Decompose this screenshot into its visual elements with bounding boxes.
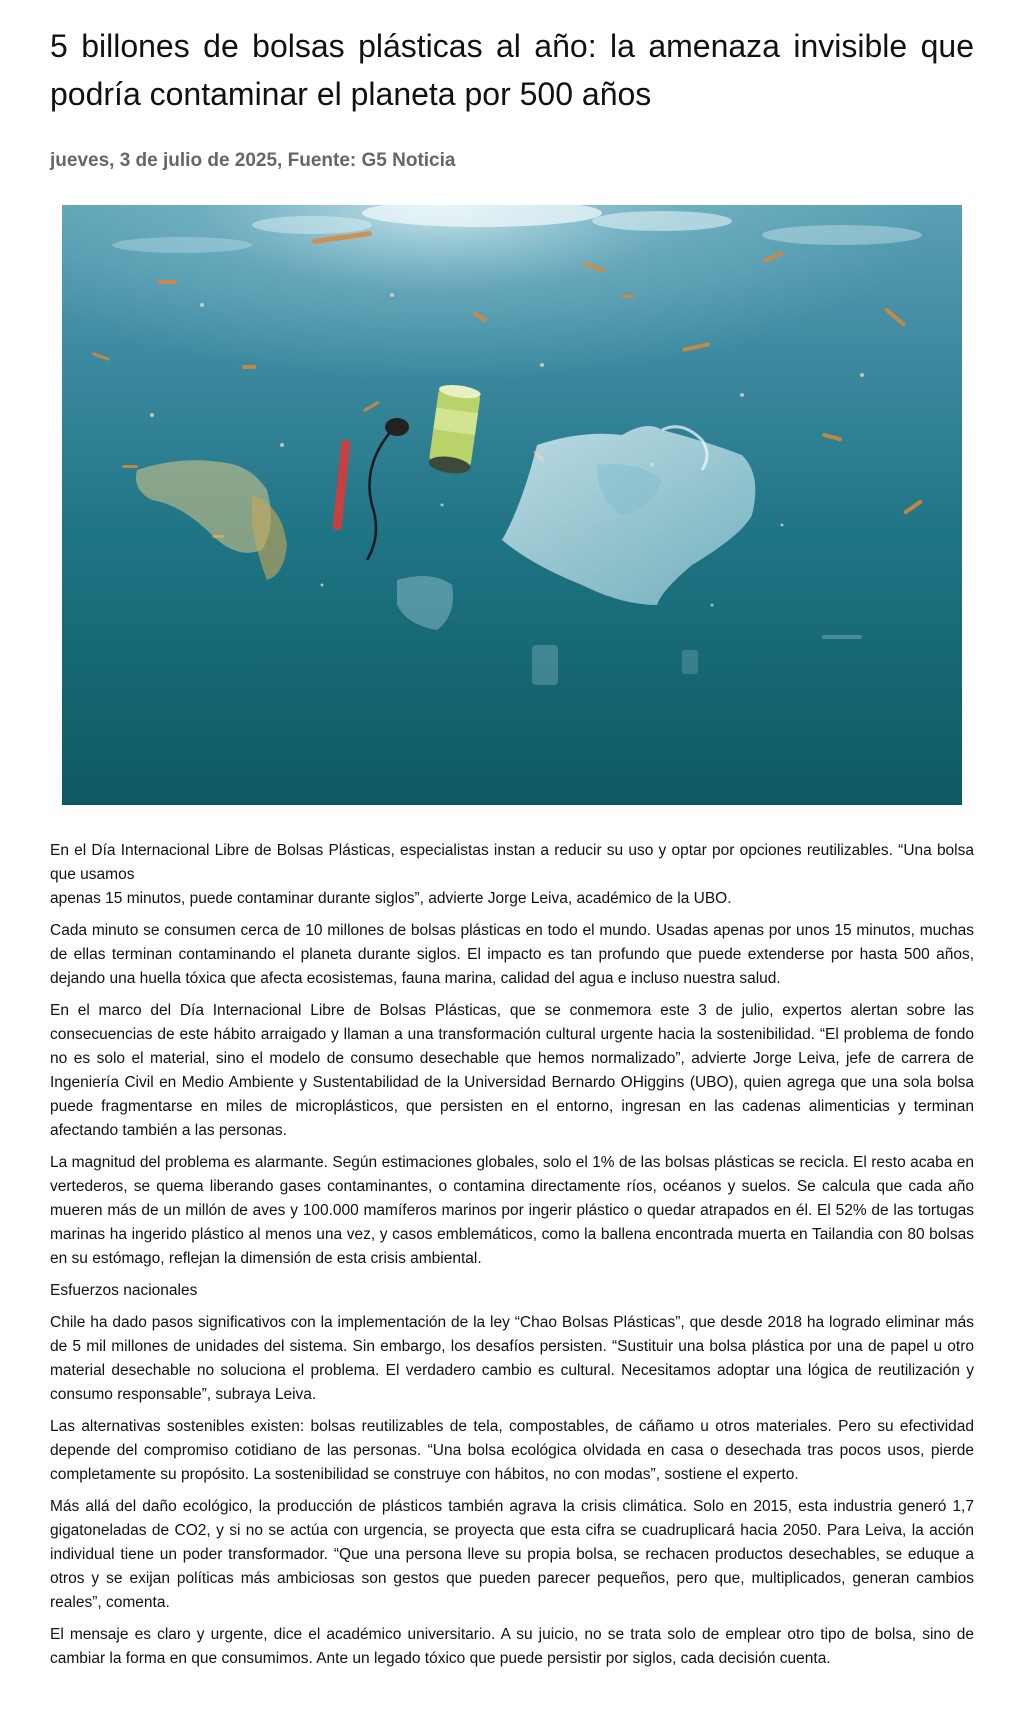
- section-heading: Esfuerzos nacionales: [50, 1282, 198, 1299]
- hero-image: [62, 205, 962, 805]
- paragraph-7: Más allá del daño ecológico, la producción de plásticos también agrava la crisis climática. Solo en 2015, esta industria generó 1,7 gigatoneladas de CO2, y si no se actúa con urgencia, se proyecta que esta cifra se cuadruplicará hacia 2050. Para Leiva, la acción individual tiene un poder transformador. “Que una persona lleve su propia bolsa, se rechacen productos desechables, se eduque a otros y se exijan políticas más ambiciosas son gestos que pueden parecer pequeños, pero que, multiplicados, generan cambios reales”, comenta.: [50, 1498, 974, 1611]
- lead-line-1: En el Día Internacional Libre de Bolsas Plásticas, especialistas instan a reducir su uso y optar por opciones reutilizables. “Una bolsa que usamos: [50, 842, 974, 883]
- underwater-plastic-bags-photo: [62, 205, 962, 805]
- paragraph-8: El mensaje es claro y urgente, dice el académico universitario. A su juicio, no se trata solo de emplear otro tipo de bolsa, sino de cambiar la forma en que consumimos. Ante un legado tóxico que puede persistir por siglos, cada decisión cuenta.: [50, 1626, 974, 1667]
- paragraph-3: La magnitud del problema es alarmante. Según estimaciones globales, solo el 1% de las bolsas plásticas se recicla. El resto acaba en vertederos, se quema liberando gases contaminantes, o contamina directamente ríos, océanos y suelos. Se calcula que cada año mueren más de un millón de aves y 100.000 mamíferos marinos por ingerir plástico o quedar atrapados en él. El 52% de las tortugas marinas ha ingerido plástico al menos una vez, y casos emblemáticos, como la ballena encontrada muerta en Tailandia con 80 bolsas en su estómago, reflejan la dimensión de esta crisis ambiental.: [50, 1154, 974, 1267]
- paragraph-2: En el marco del Día Internacional Libre de Bolsas Plásticas, que se conmemora este 3 de julio, expertos alertan sobre las consecuencias de este hábito arraigado y llaman a una transformación cultural urgente hacia la sostenibilidad. “El problema de fondo no es solo el material, sino el modelo de consumo desechable que hemos normalizado”, advierte Jorge Leiva, jefe de carrera de Ingeniería Civil en Medio Ambiente y Sustentabilidad de la Universidad Bernardo OHiggins (UBO), quien agrega que una sola bolsa puede fragmentarse en miles de microplásticos, que persisten en el entorno, ingresan en las cadenas alimenticias y terminan afectando también a las personas.: [50, 1002, 974, 1139]
- paragraph-5: Chile ha dado pasos significativos con la implementación de la ley “Chao Bolsas Plásticas”, que desde 2018 ha logrado eliminar más de 5 mil millones de unidades del sistema. Sin embargo, los desafíos persisten. “Sustituir una bolsa plástica por una de papel u otro material desechable no soluciona el problema. El verdadero cambio es cultural. Necesitamos adoptar una lógica de reutilización y consumo responsable”, subraya Leiva.: [50, 1314, 974, 1403]
- article-title: 5 billones de bolsas plásticas al año: la amenaza invisible que podría contaminar el planeta por 500 años: [50, 28, 974, 112]
- paragraph-6: Las alternativas sostenibles existen: bolsas reutilizables de tela, compostables, de cáñamo u otros materiales. Pero su efectividad depende del compromiso cotidiano de las personas. “Una bolsa ecológica olvidada en casa o desechada tras pocos usos, pierde completamente su propósito. La sostenibilidad se construye con hábitos, no con modas”, sostiene el experto.: [50, 1418, 974, 1483]
- article-dateline: jueves, 3 de julio de 2025, Fuente: G5 Noticia: [50, 150, 456, 171]
- lead-paragraph: [50, 839, 974, 911]
- lead-line-2: apenas 15 minutos, puede contaminar durante siglos”, advierte Jorge Leiva, académico de la UBO.: [50, 890, 732, 907]
- article-body: [50, 839, 974, 1671]
- paragraph-1: Cada minuto se consumen cerca de 10 millones de bolsas plásticas en todo el mundo. Usadas apenas por unos 15 minutos, muchas de ellas terminan contaminando el planeta durante siglos. El impacto es tan profundo que puede extenderse por hasta 500 años, dejando una huella tóxica que afecta ecosistemas, fauna marina, calidad del agua e incluso nuestra salud.: [50, 922, 974, 987]
